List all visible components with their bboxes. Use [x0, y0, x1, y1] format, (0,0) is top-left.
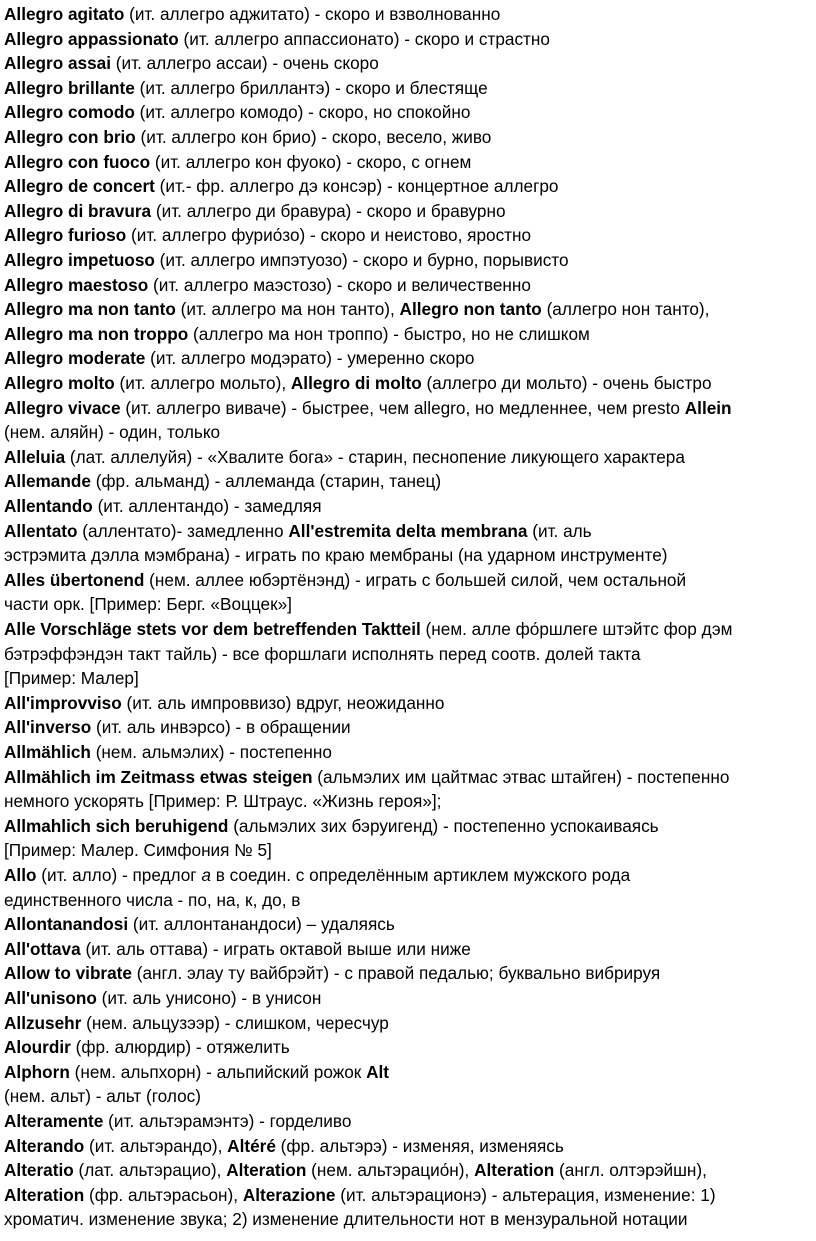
- term-headword: Allegro vivace: [4, 397, 121, 418]
- term-description: (ит. альтэрандо),: [84, 1135, 228, 1156]
- term-headword: Allein: [684, 397, 732, 418]
- term-headword: Allegro con fuoco: [4, 151, 151, 172]
- term-description: в соедин. с определённым артиклем мужского рода: [210, 865, 631, 885]
- term-headword: All'estremita delta membrana: [288, 520, 528, 541]
- text-line: [4, 1035, 290, 1060]
- term-description: [Пример: Малер. Симфония № 5]: [4, 840, 272, 861]
- term-description: (ит. алло) - предлог: [36, 865, 202, 885]
- term-headword: Alphorn: [4, 1061, 70, 1082]
- text-line: [4, 76, 488, 101]
- text-line: [4, 642, 641, 667]
- text-line: [4, 617, 732, 642]
- term-description: (нем. альцузээр) - слишком, чересчур: [81, 1012, 389, 1033]
- term-description: (ит. аллегро бриллантэ) - скоро и блестяще: [134, 77, 488, 98]
- term-description: (ит. аль: [527, 520, 592, 541]
- term-description: (фр. альманд) - аллеманда (старин, танец): [90, 471, 442, 492]
- term-description: (нем. альмэлих) - постепенно: [90, 742, 332, 762]
- text-line: [4, 297, 709, 322]
- text-line: [4, 715, 351, 740]
- term-headword: Allontanandosi: [4, 914, 129, 935]
- term-description: (ит. аллегро фурио́зо) - скоро и неистово, яростно: [126, 225, 532, 246]
- text-line: [4, 863, 630, 888]
- text-line: [4, 1109, 351, 1134]
- term-description: единственного числа - по, на, к, до, в: [4, 889, 301, 910]
- text-line: [4, 740, 332, 765]
- term-headword: Allegro appassionato: [4, 28, 179, 49]
- term-headword: Altéré: [227, 1135, 276, 1156]
- term-description: (ит. аллегро модэрато) - умеренно скоро: [145, 348, 475, 369]
- text-line: [4, 568, 686, 593]
- term-description: части орк. [Пример: Берг. «Воццек»]: [4, 594, 292, 615]
- text-line: [4, 1060, 389, 1085]
- term-headword: All'ottava: [4, 938, 81, 959]
- term-description: (нем. альт) - альт (голос): [4, 1086, 201, 1107]
- text-line: [4, 1207, 688, 1232]
- term-description: (фр. алюрдир) - отяжелить: [70, 1037, 290, 1058]
- term-headword: Alteration: [4, 1184, 85, 1205]
- term-description: (ит. аллегро ди бравура) - скоро и бравурно: [151, 200, 506, 221]
- term-description: (нем. аляйн) - один, только: [4, 422, 221, 443]
- term-headword: All'improvviso: [4, 692, 122, 713]
- term-description: (нем. алле фо́ршлеге штэйтс фор дэм: [420, 619, 733, 639]
- term-description: (аллегро ди мольто) - очень быстро: [421, 373, 712, 393]
- term-headword: Allzusehr: [4, 1012, 82, 1033]
- text-line: [4, 666, 139, 691]
- term-headword: Alleluia: [4, 446, 66, 467]
- term-headword: Allow to vibrate: [4, 963, 132, 984]
- term-description: эстрэмита дэлла мэмбрана) - играть по краю мембраны (на ударном инструменте): [4, 545, 668, 566]
- term-description: бэтрэффэндэн такт тайль) - все форшлаги исполнять перед соотв. долей такта: [4, 643, 641, 664]
- term-description: (ит. аллегро импэтуозо) - скоро и бурно, порывисто: [154, 250, 569, 270]
- term-headword: Allegro di molto: [290, 373, 422, 393]
- term-headword: Alteration: [474, 1160, 555, 1181]
- text-line: [4, 223, 531, 248]
- text-line: [4, 396, 732, 421]
- term-description: (ит. аллегро аджитато) - скоро и взволнованно: [124, 4, 501, 24]
- text-line: [4, 2, 500, 27]
- term-headword: Alt: [366, 1061, 389, 1082]
- term-description: (ит. аллегро аппассионато) - скоро и страстно: [178, 28, 550, 49]
- text-line: [4, 445, 685, 470]
- term-description: [Пример: Малер]: [4, 668, 139, 689]
- term-description: (ит. аллегро мольто),: [114, 373, 291, 393]
- term-headword: Allegro furioso: [4, 225, 127, 246]
- term-headword: Allmählich im Zeitmass etwas steigen: [4, 766, 313, 787]
- term-headword: Allentando: [4, 496, 93, 516]
- text-line: [4, 100, 470, 125]
- term-headword: Allmahlich sich beruhigend: [4, 815, 229, 836]
- term-description: (ит. аллентандо) - замедляя: [92, 496, 322, 516]
- text-line: [4, 519, 592, 544]
- text-line: [4, 420, 220, 445]
- term-headword: Allegro maestoso: [4, 274, 149, 295]
- term-description: (ит. аллегро кон брио) - скоро, весело, живо: [135, 127, 492, 147]
- text-line: [4, 592, 292, 617]
- text-line: [4, 986, 321, 1011]
- text-line: [4, 469, 441, 494]
- term-headword: Allegro moderate: [4, 348, 146, 369]
- text-line: [4, 371, 712, 396]
- term-headword: All'unisono: [4, 988, 97, 1008]
- term-description: (англ. элау ту вайбрэйт) - с правой педалью; буквально вибрируя: [131, 963, 661, 984]
- text-line: [4, 789, 441, 814]
- text-line: [4, 27, 550, 52]
- term-headword: Allegro ma non troppo: [4, 323, 189, 344]
- term-description: (ит. аллегро ассаи) - очень скоро: [111, 53, 379, 74]
- term-headword: Allo: [4, 865, 37, 885]
- term-headword: Alourdir: [4, 1037, 71, 1058]
- text-line: [4, 838, 272, 863]
- term-description: (фр. альтэрэ) - изменяя, изменяясь: [275, 1135, 564, 1156]
- term-description: (альмэлих зих бэруигенд) - постепенно успокаиваясь: [228, 815, 659, 836]
- term-description: (ит. аль импроввизо) вдруг, неожиданно: [121, 692, 445, 713]
- term-description: (лат. аллелуйя) - «Хвалите бога» - старин, песнопение ликующего характера: [65, 446, 685, 467]
- term-headword: Allegro assai: [4, 53, 111, 74]
- term-description: (ит.- фр. аллегро дэ консэр) - концертное аллегро: [154, 176, 559, 197]
- text-line: [4, 543, 667, 568]
- term-description: (ит. аллегро виваче) - быстрее, чем allegro, но медленнее, чем presto: [120, 397, 685, 418]
- text-line: [4, 1158, 707, 1183]
- term-description: (ит. аллонтанандоси) – удаляясь: [128, 914, 395, 935]
- text-line: [4, 1011, 389, 1036]
- term-description: (англ. олтэрэйшн),: [554, 1160, 707, 1181]
- term-headword: Allegro brillante: [4, 77, 135, 98]
- text-line: [4, 248, 569, 273]
- text-line: [4, 273, 531, 298]
- term-headword: Allegro agitato: [4, 4, 125, 24]
- term-headword: Alle Vorschläge stets vor dem betreffenden Taktteil: [4, 619, 421, 639]
- term-description: (лат. альтэрацио),: [73, 1160, 227, 1181]
- text-line: [4, 150, 471, 175]
- text-line: [4, 1084, 201, 1109]
- term-description: (аллегро ма нон троппо) - быстро, но не слишком: [188, 323, 590, 344]
- term-headword: Allmählich: [4, 742, 91, 762]
- text-line: [4, 691, 444, 716]
- term-headword: Allegro de concert: [4, 176, 155, 197]
- text-line: [4, 814, 659, 839]
- term-headword: Allegro comodo: [4, 102, 135, 123]
- text-line: [4, 346, 474, 371]
- text-line: [4, 174, 558, 199]
- term-headword: Alterando: [4, 1135, 85, 1156]
- term-description: (ит. альтэрационэ) - альтерация, изменение: 1): [335, 1184, 716, 1205]
- term-description: (ит. аллегро кон фуоко) - скоро, с огнем: [150, 151, 472, 172]
- text-line: [4, 322, 590, 347]
- term-headword: Allegro con brio: [4, 127, 136, 147]
- term-headword: Alteration: [226, 1160, 307, 1181]
- text-line: [4, 937, 471, 962]
- term-description: (аллентато)- замедленно: [77, 520, 289, 541]
- term-headword: Alterazione: [242, 1184, 336, 1205]
- term-headword: Alteratio: [4, 1160, 74, 1181]
- term-description: немного ускорять [Пример: Р. Штраус. «Жизнь героя»];: [4, 791, 442, 812]
- term-description: хроматич. изменение звука; 2) изменение длительности нот в мензуральной нотации: [4, 1209, 688, 1230]
- term-headword: Alteramente: [4, 1111, 104, 1131]
- term-headword: Allegro ma non tanto: [4, 299, 176, 320]
- text-line: [4, 1134, 564, 1159]
- term-description: (нем. аллее юбэртёнэнд) - играть с большей силой, чем остальной: [144, 569, 687, 590]
- text-line: [4, 125, 491, 150]
- text-line: [4, 912, 395, 937]
- term-description: (ит. аллегро комодо) - скоро, но спокойно: [134, 102, 471, 123]
- text-line: [4, 888, 300, 913]
- term-description: (нем. альтэрацио́н),: [306, 1160, 475, 1181]
- text-line: [4, 494, 322, 519]
- term-description: (ит. аль оттава) - играть октавой выше или ниже: [80, 938, 471, 959]
- term-headword: Alles übertonend: [4, 569, 145, 590]
- term-description: (фр. альтэрасьон),: [84, 1184, 243, 1205]
- text-line: [4, 199, 506, 224]
- term-headword: Allentato: [4, 520, 78, 541]
- term-description: (ит. аллегро ма нон танто),: [175, 299, 400, 320]
- term-headword: Allegro impetuoso: [4, 250, 155, 270]
- text-line: [4, 961, 660, 986]
- term-description: (аллегро нон танто),: [541, 299, 710, 320]
- text-line: [4, 51, 379, 76]
- term-description: (ит. аллегро маэстозо) - скоро и величественно: [148, 274, 531, 295]
- term-description: (ит. аль инвэрсо) - в обращении: [91, 717, 351, 738]
- term-description: (ит. аль унисоно) - в унисон: [96, 988, 322, 1008]
- term-headword: Allegro non tanto: [399, 299, 542, 320]
- term-headword: Allemande: [4, 471, 91, 492]
- text-line: [4, 765, 729, 790]
- term-description: (ит. альтэрамэнтэ) - горделиво: [103, 1111, 352, 1131]
- term-headword: Allegro molto: [4, 373, 115, 393]
- term-headword: All'inverso: [4, 717, 92, 738]
- term-description: а: [201, 865, 211, 885]
- term-description: (альмэлих им цайтмас этвас штайген) - постепенно: [312, 766, 730, 787]
- term-description: (нем. альпхорн) - альпийский рожок: [69, 1061, 367, 1082]
- term-headword: Allegro di bravura: [4, 200, 152, 221]
- text-line: [4, 1183, 716, 1208]
